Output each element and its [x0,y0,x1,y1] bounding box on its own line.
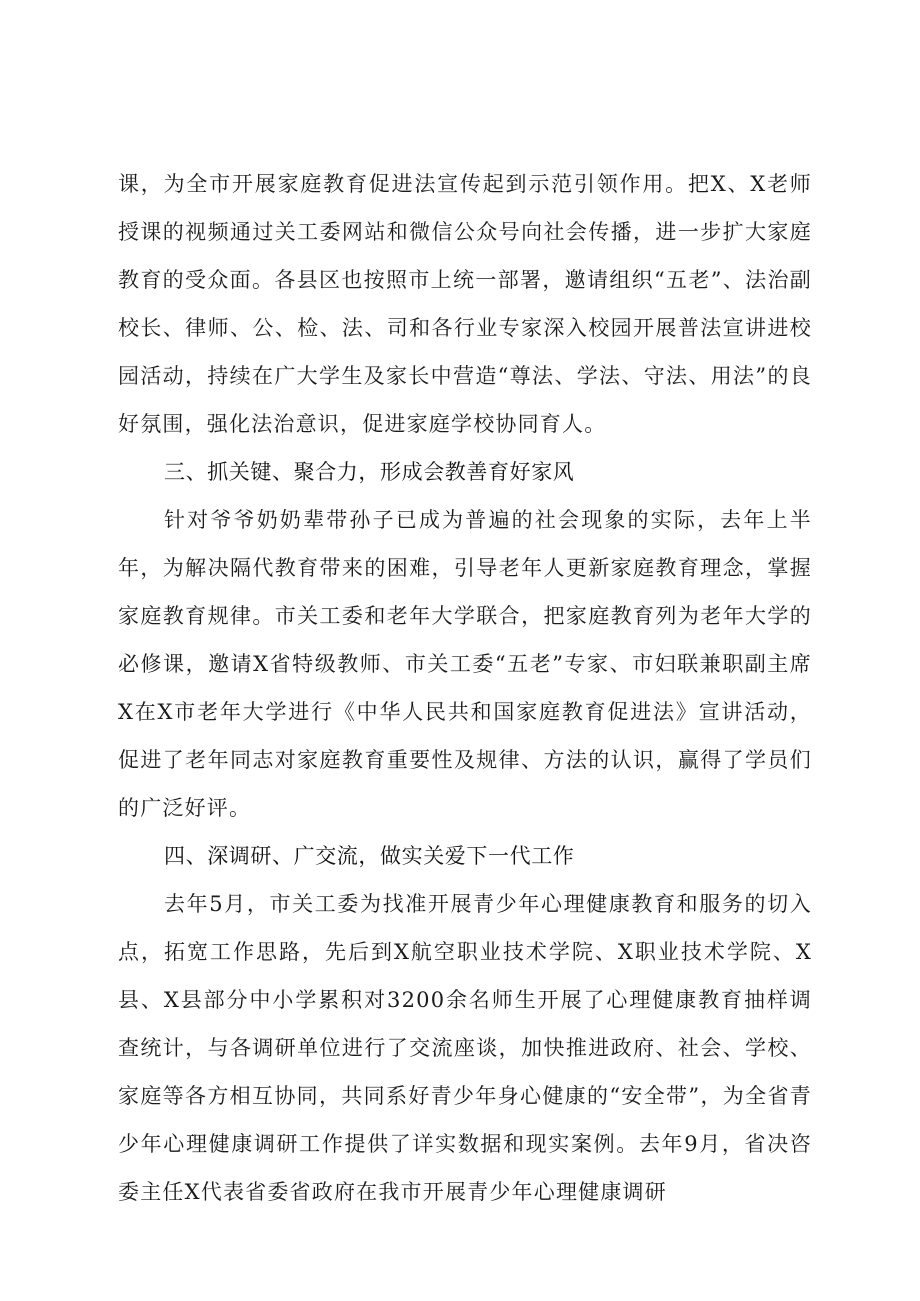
section-heading-3: 三、抓关键、聚合力，形成会教善育好家风 [164,460,575,484]
paragraph-section-3: 针对爷爷奶奶辈带孙子已成为普遍的社会现象的实际，去年上半年，为解决隔代教育带来的困难，引导老年人更新家庭教育理念，掌握家庭教育规律。市关工委和老年大学联合，把家庭教育列为老年大学的必修课，邀请X省特级教师、市关工委“五老”专家、市妇联兼职副主席X在X市老年大学进行《中华人民共和国家庭教育促进法》宣讲活动，促进了老年同志对家庭教育重要性及规律、方法的认识，赢得了学员们的广泛好评。 [118,508,812,820]
section-heading-4: 四、深调研、广交流，做实关爱下一代工作 [164,844,575,868]
paragraph-section-4: 去年5月，市关工委为找准开展青少年心理健康教育和服务的切入点，拓宽工作思路，先后到X航空职业技术学院、X职业技术学院、X县、X县部分中小学累积对3200余名师生开展了心理健康教育抽样调查统计，与各调研单位进行了交流座谈，加快推进政府、社会、学校、家庭等各方相互协同，共同系好青少年身心健康的“安全带”，为全省青少年心理健康调研工作提供了详实数据和现实案例。去年9月，省决咨委主任X代表省委省政府在我市开展青少年心理健康调研 [118,892,812,1204]
paragraph-continued: 课，为全市开展家庭教育促进法宣传起到示范引领作用。把X、X老师授课的视频通过关工委网站和微信公众号向社会传播，进一步扩大家庭教育的受众面。各县区也按照市上统一部署，邀请组织“五老”、法治副校长、律师、公、检、法、司和各行业专家深入校园开展普法宣讲进校园活动，持续在广大学生及家长中营造“尊法、学法、守法、用法”的良好氛围，强化法治意识，促进家庭学校协同育人。 [118,172,812,436]
document-body [118,160,812,1216]
